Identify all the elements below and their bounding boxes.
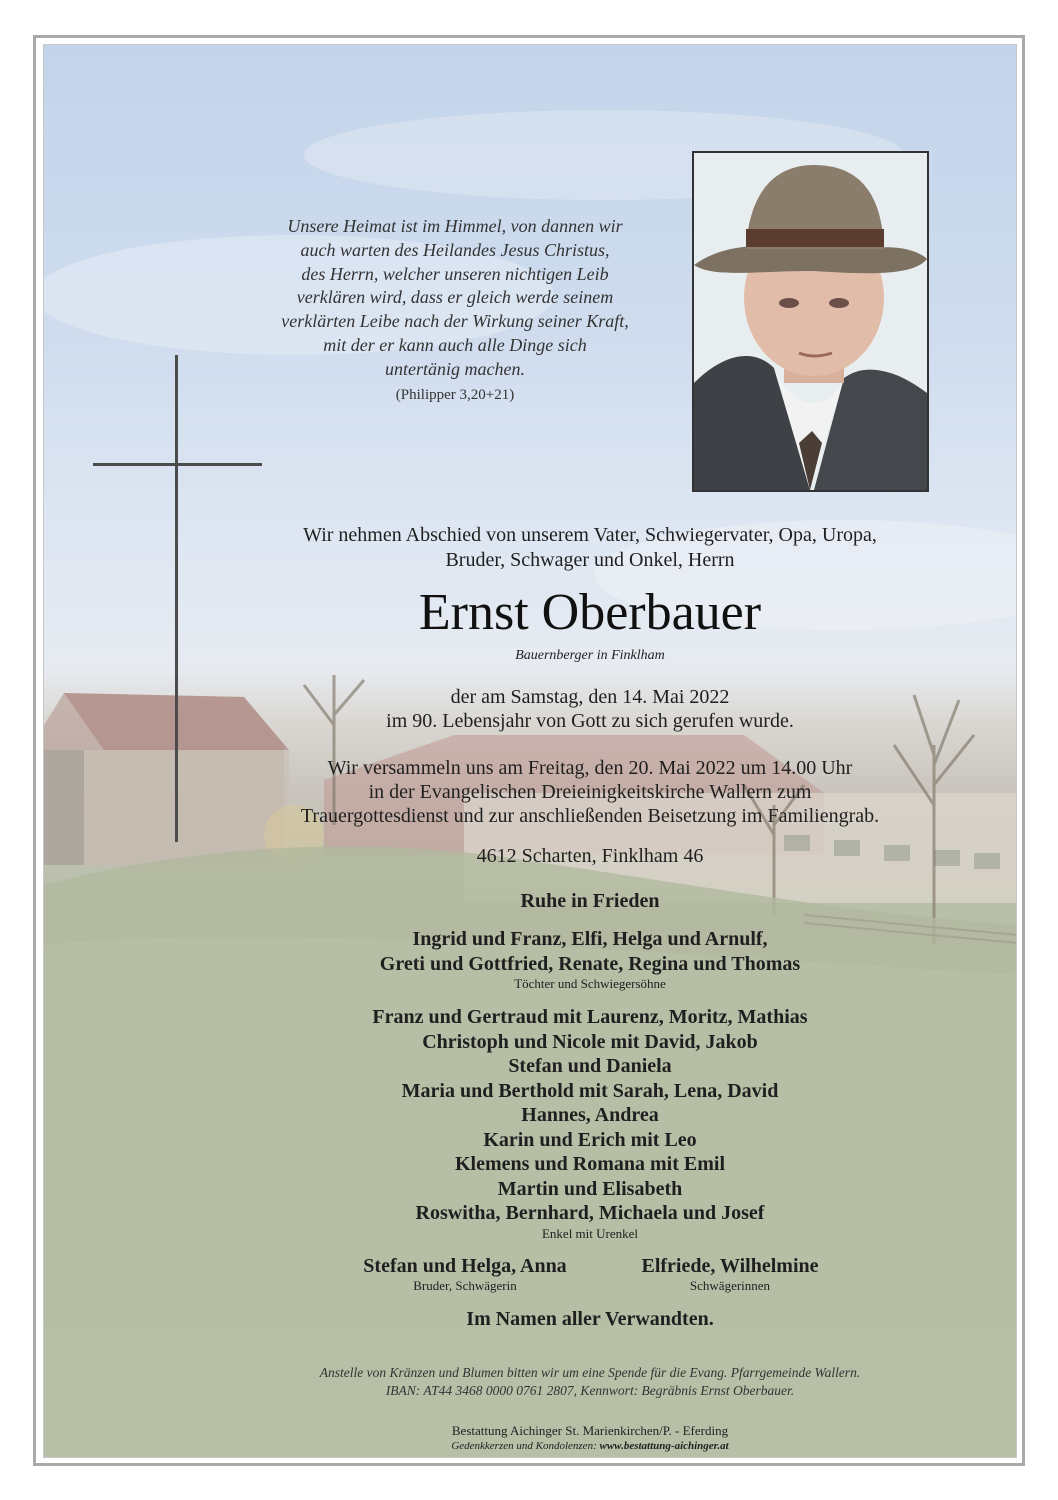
service-line: Trauergottesdienst und zur anschließenden Beisetzung im Familiengrab. [300, 805, 880, 827]
farewell-intro [220, 523, 960, 573]
mourner-line: Karin und Erich mit Leo [483, 1128, 697, 1151]
mourner-line: Ingrid und Franz, Elfi, Helga und Arnulf, [412, 928, 768, 950]
mourner-line: Martin und Elisabeth [497, 1177, 683, 1200]
relation-label: Töchter und Schwiegersöhne [514, 976, 666, 991]
relation-label: Bruder, Schwägerin [413, 1278, 517, 1293]
intro-line: Wir nehmen Abschied von unserem Vater, Schwiegervater, Opa, Uropa, [303, 524, 877, 546]
siblings-left-group [315, 1254, 615, 1294]
address: 4612 Scharten, Finklham 46 [476, 845, 704, 867]
death-line: im 90. Lebensjahr von Gott zu sich gerufen wurde. [386, 710, 794, 732]
website-link[interactable]: www.bestattung-aichinger.at [599, 1440, 729, 1452]
funeral-home-name: Bestattung Aichinger St. Marienkirchen/P. - Eferding [451, 1423, 729, 1438]
death-line: der am Samstag, den 14. Mai 2022 [450, 686, 730, 708]
mourner-line: Christoph und Nicole mit David, Jakob [422, 1030, 758, 1053]
mourner-line: Stefan und Daniela [508, 1055, 672, 1077]
mourner-line: Greti und Gottfried, Renate, Regina und Thomas [379, 952, 801, 975]
bible-quote [255, 215, 655, 382]
mourner-line: Franz und Gertraud mit Laurenz, Moritz, Mathias [372, 1006, 808, 1028]
quote-line: des Herrn, welcher unseren nichtigen Leib [301, 263, 609, 284]
funeral-home-footer [200, 1423, 980, 1453]
mourner-line: Maria und Berthold mit Sarah, Lena, David [401, 1079, 779, 1102]
deceased-subtitle: Bauernberger in Finklham [515, 648, 665, 663]
relation-label: Schwägerinnen [689, 1278, 771, 1293]
intro-line: Bruder, Schwager und Onkel, Herrn [445, 549, 735, 571]
service-details [220, 756, 960, 828]
donation-note [200, 1364, 980, 1400]
quote-line: verklären wird, dass er gleich werde seinem [296, 287, 614, 308]
rest-in-peace-heading: Ruhe in Frieden [520, 890, 660, 912]
condolence-info [200, 1439, 980, 1453]
quote-reference: (Philipper 3,20+21) [395, 387, 515, 403]
note-line: IBAN: AT44 3468 0000 0761 2807, Kennwort: Begräbnis Ernst Oberbauer. [385, 1383, 795, 1398]
closing-line: Im Namen aller Verwandten. [466, 1308, 714, 1330]
mourner-line: Stefan und Helga, Anna [363, 1255, 567, 1277]
mourner-line: Klemens und Romana mit Emil [454, 1153, 726, 1175]
deceased-name: Ernst Oberbauer [418, 584, 762, 641]
mourner-line: Elfriede, Wilhelmine [641, 1255, 819, 1277]
quote-line: Unsere Heimat ist im Himmel, von dannen wir [287, 216, 623, 236]
cross-horizontal-bar [93, 463, 262, 466]
grandchildren-group [220, 1005, 960, 1242]
death-notice [220, 685, 960, 733]
mourner-line: Hannes, Andrea [521, 1104, 659, 1126]
relation-label: Enkel mit Urenkel [541, 1225, 639, 1241]
service-line: in der Evangelischen Dreieinigkeitskirche Wallern zum [368, 781, 812, 803]
children-group [220, 927, 960, 992]
condolence-label: Gedenkkerzen und Kondolenzen: [451, 1440, 597, 1452]
quote-line: verklärten Leibe nach der Wirkung seiner Kraft, [281, 311, 629, 332]
cross-vertical-bar [175, 355, 178, 842]
siblings-right-group [580, 1254, 880, 1294]
quote-line: auch warten des Heilandes Jesus Christus, [300, 239, 610, 260]
portrait-photo [692, 151, 929, 492]
mourner-line: Roswitha, Bernhard, Michaela und Josef [415, 1202, 765, 1224]
quote-line: mit der er kann auch alle Dinge sich [323, 334, 587, 355]
note-line: Anstelle von Kränzen und Blumen bitten wir um eine Spende für die Evang. Pfarrgemeinde Wallern. [319, 1365, 861, 1380]
quote-line: untertänig machen. [385, 358, 525, 379]
service-line: Wir versammeln uns am Freitag, den 20. Mai 2022 um 14.00 Uhr [327, 757, 853, 779]
